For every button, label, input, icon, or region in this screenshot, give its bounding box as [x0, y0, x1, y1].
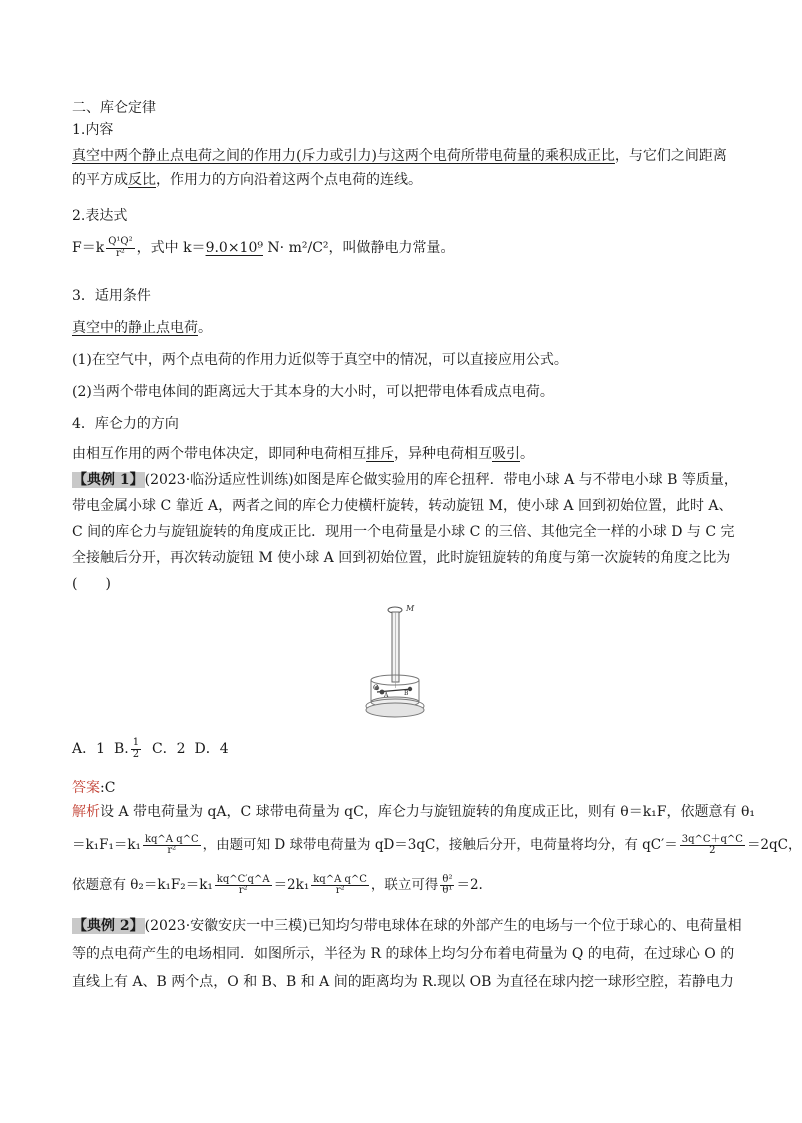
analysis-fraction	[311, 875, 369, 897]
direction-line	[72, 444, 534, 464]
direction-underlined-attract: 吸引	[492, 446, 520, 462]
answer-value: :C	[100, 780, 116, 796]
option-b-numerator: 1	[132, 737, 140, 748]
formula-lhs: F＝k	[72, 240, 105, 256]
fraction-denominator: r²	[335, 885, 345, 896]
content-line-2	[72, 170, 422, 190]
analysis-label: 解析	[72, 804, 100, 820]
fraction-denominator: r²	[167, 845, 177, 856]
fraction-numerator: kq^A q^C	[144, 833, 199, 845]
conditions-text: 。	[198, 320, 212, 336]
formula-denominator: r²	[116, 247, 125, 259]
content-underlined: 反比	[128, 172, 156, 188]
fraction-denominator: 2	[709, 845, 716, 856]
formula-line	[72, 234, 455, 262]
coulomb-constant: 9.0×10⁹	[205, 240, 263, 256]
option-b-fraction	[131, 738, 141, 760]
label-m: M	[406, 604, 415, 613]
analysis-line-3	[72, 868, 483, 902]
example1-line-1	[72, 470, 738, 490]
direction-text: ，异种电荷相互	[394, 446, 492, 462]
formula-text: ，式中 k＝	[136, 240, 206, 256]
analysis-text: ＝2.	[456, 877, 483, 893]
analysis-text: 设 A 带电荷量为 qA，C 球带电荷量为 qC，库仑力与旋钮旋转的角度成正比，则有 θ＝k₁F，依题意有 θ₁	[100, 804, 755, 820]
fraction-denominator: r²	[238, 885, 248, 896]
section-heading: 二、库仑定律	[72, 100, 156, 116]
example2-line-3: 直线上有 A、B 两个点，O 和 B、B 和 A 间的距离均为 R.现以 OB 为直径在球内挖一球形空腔，若静电力	[72, 974, 734, 990]
option-a: A．1	[72, 741, 106, 757]
option-b-label: B.	[113, 741, 129, 757]
example2-tag: 【典例 2】	[73, 918, 144, 934]
analysis-text: ＝2qC，	[746, 837, 802, 853]
analysis-line-1	[72, 802, 755, 822]
example1-line-4: 全接触后分开，再次转动旋钮 M 使小球 A 回到初始位置，此时旋钮旋转的角度与第一次旋转的角度之比为	[72, 550, 731, 566]
analysis-text: ，联立可得	[370, 877, 439, 893]
example2-line-2: 等的点电荷产生的电场相同．如图所示，半径为 R 的球体上均匀分布着电荷量为 Q 的电荷，在过球心 O 的	[72, 946, 735, 962]
formula-fraction	[106, 237, 134, 259]
conditions-underlined: 真空中的静止点电荷	[72, 320, 198, 336]
analysis-line-2	[72, 828, 802, 862]
base-bottom	[366, 703, 424, 717]
subheading-conditions: 3．适用条件	[72, 288, 151, 304]
ball-b	[408, 687, 412, 691]
example1-line-2: 带电金属小球 C 靠近 A，两者之间的库仑力使横杆旋转，转动旋钮 M，使小球 A 回到初始位置，此时 A、	[72, 498, 733, 514]
subheading-direction: 4．库仑力的方向	[72, 416, 179, 432]
analysis-text: ，由题可知 D 球带电荷量为 qD＝3qC，接触后分开，电荷量将均分，有 qC′＝	[202, 837, 678, 853]
formula-text: N· m²/C²，叫做静电力常量。	[262, 240, 455, 256]
label-b: B	[404, 690, 409, 697]
condition-2: (2)当两个带电体间的距离远大于其本身的大小时，可以把带电体看成点电荷。	[72, 384, 554, 400]
example1-tag: 【典例 1】	[73, 472, 144, 488]
analysis-fraction	[143, 835, 201, 857]
analysis-fraction	[680, 835, 745, 857]
label-c: C	[373, 684, 379, 692]
example1-line-3: C 间的库仑力与旋钮旋转的角度成正比．现用一个电荷量是小球 C 的三倍、其他完全一样的小球 D 与 C 完	[72, 524, 735, 540]
fraction-numerator: kq^A q^C	[313, 873, 367, 885]
answer-line	[72, 778, 115, 798]
label-a: A	[384, 692, 389, 699]
example2-line-1	[72, 916, 742, 936]
condition-1: (1)在空气中，两个点电荷的作用力近似等于真空中的情况，可以直接应用公式。	[72, 352, 568, 368]
content-line-1	[72, 146, 727, 166]
option-b-denominator: 2	[132, 748, 140, 760]
direction-underlined-repel: 排斥	[366, 446, 394, 462]
direction-text: 由相互作用的两个带电体决定，即同种电荷相互	[72, 446, 366, 462]
analysis-text: ＝2k₁	[273, 877, 310, 893]
option-d: D．4	[194, 741, 229, 757]
fraction-numerator: 3q^C＋q^C	[681, 833, 743, 845]
content-text: 的平方成	[72, 172, 128, 188]
fraction-denominator: θ¹	[442, 885, 453, 896]
subheading-content: 1.内容	[72, 122, 114, 138]
conditions-line	[72, 318, 212, 338]
answer-label: 答案	[72, 780, 100, 796]
analysis-fraction	[440, 875, 454, 897]
content-text: ，与它们之间距离	[614, 148, 727, 164]
content-text: ，作用力的方向沿着这两个点电荷的连线。	[156, 172, 422, 188]
torsion-balance-figure	[362, 602, 432, 720]
fraction-numerator: kq^C′q^A	[216, 873, 270, 885]
fraction-numerator: θ²	[442, 873, 453, 885]
example2-text: (2023·安徽安庆一中三模)已知均匀带电球体在球的外部产生的电场与一个位于球心的、电荷量相	[144, 918, 742, 934]
example1-line-5: ( )	[72, 576, 111, 592]
subheading-formula: 2.表达式	[72, 208, 128, 224]
direction-text: 。	[520, 446, 534, 462]
analysis-fraction	[215, 875, 272, 897]
analysis-text: 依题意有 θ₂＝k₁F₂＝k₁	[72, 877, 213, 893]
formula-numerator: Q¹Q²	[108, 236, 133, 247]
content-underlined: 真空中两个静止点电荷之间的作用力(斥力或引力)与这两个电荷所带电荷量的乘积成正比	[72, 148, 615, 164]
option-c: C．2	[151, 741, 186, 757]
example1-options	[72, 734, 229, 764]
analysis-text: ＝k₁F₁＝k₁	[72, 837, 141, 853]
example1-text: (2023·临汾适应性训练)如图是库仑做实验用的库仑扭秤．带电小球 A 与不带电小球 B 等质量，	[144, 472, 738, 488]
